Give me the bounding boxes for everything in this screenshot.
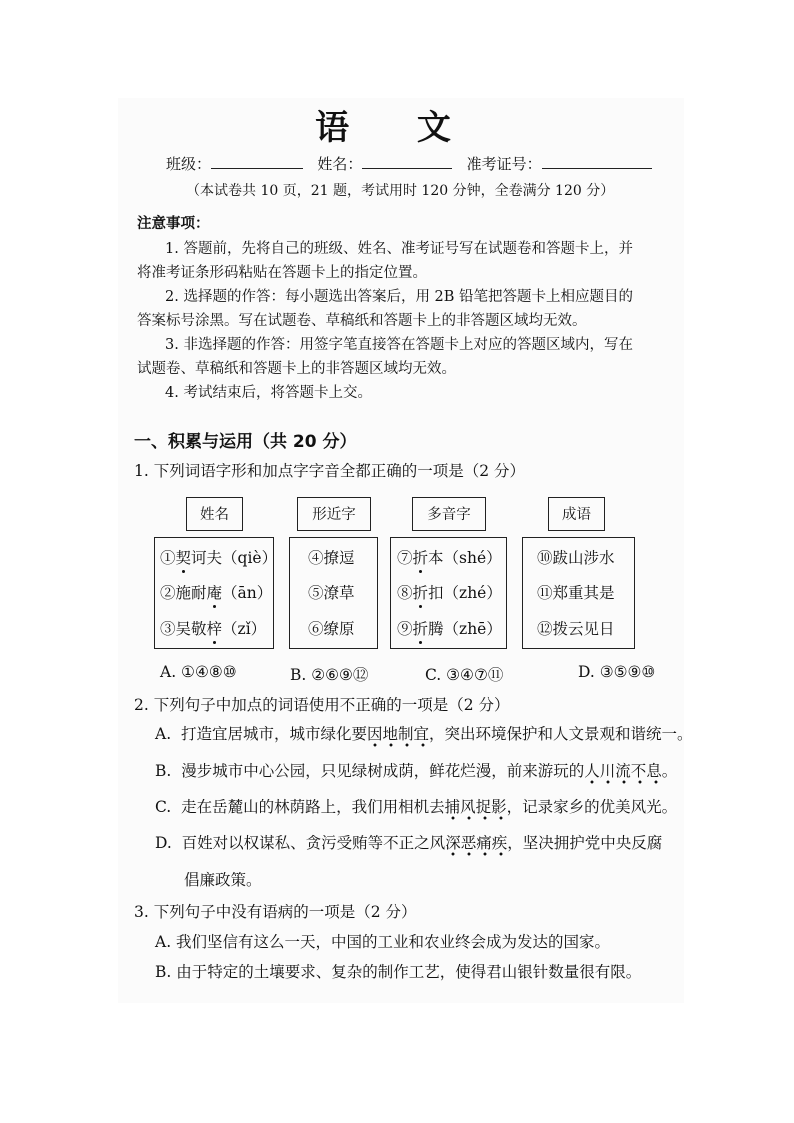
- group-label-idioms: 成语: [548, 497, 605, 531]
- q2-option-d-continued: 倡廉政策。: [184, 871, 262, 889]
- word-item: ⑩跋山涉水: [537, 549, 615, 567]
- name-label: 姓名：: [317, 155, 363, 173]
- name-blank[interactable]: [362, 154, 452, 169]
- notice-line: 2. 选择题的作答：每小题选出答案后，用 2B 铅笔把答题卡上相应题目的: [165, 289, 634, 305]
- q2-option-a[interactable]: A. 打造宜居城市，城市绿化要因地制宜，突出环境保护和人文景观和谐统一。: [155, 722, 693, 744]
- word-item: ①契诃夫（qiè）: [160, 549, 278, 567]
- word-item: ④撩逗: [308, 549, 355, 567]
- word-item: ⑦折本（shé）: [397, 549, 502, 567]
- word-item: ⑪郑重其是: [537, 584, 615, 602]
- q3-option-b[interactable]: B. 由于特定的土壤要求、复杂的制作工艺，使得君山银针数量很有限。: [155, 963, 642, 981]
- q1-option-b[interactable]: B. ②⑥⑨⑫: [290, 666, 369, 684]
- q1-option-a[interactable]: A. ①④⑧⑩: [160, 663, 237, 681]
- q1-option-c[interactable]: C. ③④⑦⑪: [425, 666, 504, 684]
- exam-no-label: 准考证号：: [466, 155, 542, 173]
- notice-line: 4. 考试结束后，将答题卡上交。: [165, 385, 372, 401]
- notice-line: 答案标号涂黑。写在试题卷、草稿纸和答题卡上的非答题区域均无效。: [137, 313, 587, 329]
- word-item: ⑥缭原: [308, 620, 355, 638]
- class-blank[interactable]: [211, 154, 303, 169]
- word-item: ⑤潦草: [308, 584, 355, 602]
- group-label-polyphones: 多音字: [412, 497, 486, 531]
- notice-line: 1. 答题前，先将自己的班级、姓名、准考证号写在试题卷和答题卡上，并: [165, 241, 633, 257]
- group-label-similar-chars: 形近字: [297, 497, 371, 531]
- q2-option-c[interactable]: C. 走在岳麓山的林荫路上，我们用相机去捕风捉影，记录家乡的优美风光。: [155, 795, 677, 817]
- q2-option-b[interactable]: B. 漫步城市中心公园，只见绿树成荫，鲜花烂漫，前来游玩的人川流不息。: [155, 759, 677, 781]
- question-1-stem: 1. 下列词语字形和加点字字音全都正确的一项是（2 分）: [134, 462, 526, 480]
- notice-line: 3. 非选择题的作答：用签字笔直接答在答题卡上对应的答题区域内，写在: [165, 337, 633, 353]
- q3-option-a[interactable]: A. 我们坚信有这么一天，中国的工业和农业终会成为发达的国家。: [155, 933, 611, 951]
- q2-option-d[interactable]: D. 百姓对以权谋私、贪污受贿等不正之风深恶痛疾，坚决拥护党中央反腐: [155, 831, 662, 853]
- group-box-similar-chars: [289, 537, 378, 649]
- exam-no-blank[interactable]: [542, 154, 652, 169]
- question-3-stem: 3. 下列句子中没有语病的一项是（2 分）: [134, 903, 417, 921]
- notice-heading: 注意事项：: [137, 215, 210, 232]
- group-label-name: 姓名: [186, 497, 243, 531]
- section-title: 一、积累与运用（共 20 分）: [134, 432, 357, 452]
- word-item: ③吴敬梓（zǐ）: [160, 620, 267, 638]
- word-item: ②施耐庵（ān）: [160, 584, 273, 602]
- page-title: 语 文: [315, 108, 479, 148]
- notice-line: 试题卷、草稿纸和答题卡上的非答题区域均无效。: [137, 361, 456, 377]
- question-2-stem: 2. 下列句子中加点的词语使用不正确的一项是（2 分）: [134, 696, 510, 714]
- student-info-line: [166, 153, 652, 174]
- group-box-idioms: [522, 537, 635, 649]
- notice-line: 将准考证条形码粘贴在答题卡上的指定位置。: [137, 265, 427, 281]
- q1-option-d[interactable]: D. ③⑤⑨⑩: [578, 663, 656, 681]
- exam-subtitle: （本试卷共 10 页，21 题，考试用时 120 分钟，全卷满分 120 分）: [186, 183, 615, 199]
- group-box-name: [154, 537, 278, 649]
- word-item: ⑫拨云见日: [537, 620, 615, 638]
- group-box-polyphones: [390, 537, 507, 649]
- word-item: ⑧折扣（zhé）: [397, 584, 502, 602]
- class-label: 班级：: [166, 155, 212, 173]
- word-item: ⑨折腾（zhē）: [397, 620, 502, 638]
